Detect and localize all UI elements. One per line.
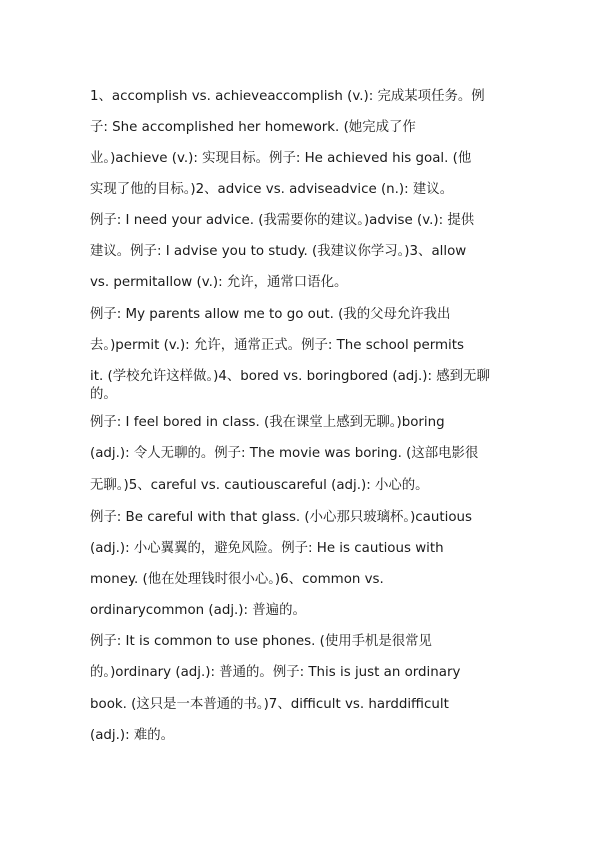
text-line: vs. permitallow (v.): 允许，通常口语化。 [90, 275, 348, 290]
text-line: (adj.): 小心翼翼的，避免风险。例子: He is cautious with [90, 541, 444, 556]
text-line: 去。)permit (v.): 允许，通常正式。例子: The school permits [90, 338, 464, 353]
text-line: 无聊。)5、careful vs. cautiouscareful (adj.): 小心的。 [90, 478, 429, 493]
text-line: money. (他在处理钱时很小心。)6、common vs. [90, 572, 384, 587]
text-line: 建议。例子: I advise you to study. (我建议你学习。)3、allow [90, 244, 467, 259]
text-line: 例子: It is common to use phones. (使用手机是很常见 [90, 634, 432, 649]
text-line: 实现了他的目标。)2、advice vs. adviseadvice (n.): 建议。 [90, 182, 454, 197]
text-line: (adj.): 难的。 [90, 728, 175, 743]
text-line: 例子: I need your advice. (我需要你的建议。)advise (v.): 提供 [90, 213, 475, 228]
text-line: it. (学校允许这样做。)4、bored vs. boringbored (adj.): 感到无聊的。 [90, 369, 490, 402]
text-line: 1、accomplish vs. achieveaccomplish (v.): 完成某项任务。例 [90, 89, 485, 104]
text-line: 例子: Be careful with that glass. (小心那只玻璃杯。)cautious [90, 510, 472, 525]
text-line: 例子: My parents allow me to go out. (我的父母允许我出 [90, 307, 451, 322]
text-line: 的。)ordinary (adj.): 普通的。例子: This is just an ordinary [90, 665, 461, 680]
text-line: book. (这只是一本普通的书。)7、difficult vs. harddifficult [90, 697, 449, 712]
text-line: ordinarycommon (adj.): 普遍的。 [90, 603, 306, 618]
text-line: (adj.): 令人无聊的。例子: The movie was boring. (这部电影很 [90, 446, 479, 461]
text-line: 例子: I feel bored in class. (我在课堂上感到无聊。)boring [90, 415, 445, 430]
text-line: 业。)achieve (v.): 实现目标。例子: He achieved his goal. (他 [90, 151, 472, 166]
text-line: 子: She accomplished her homework. (她完成了作 [90, 120, 416, 135]
